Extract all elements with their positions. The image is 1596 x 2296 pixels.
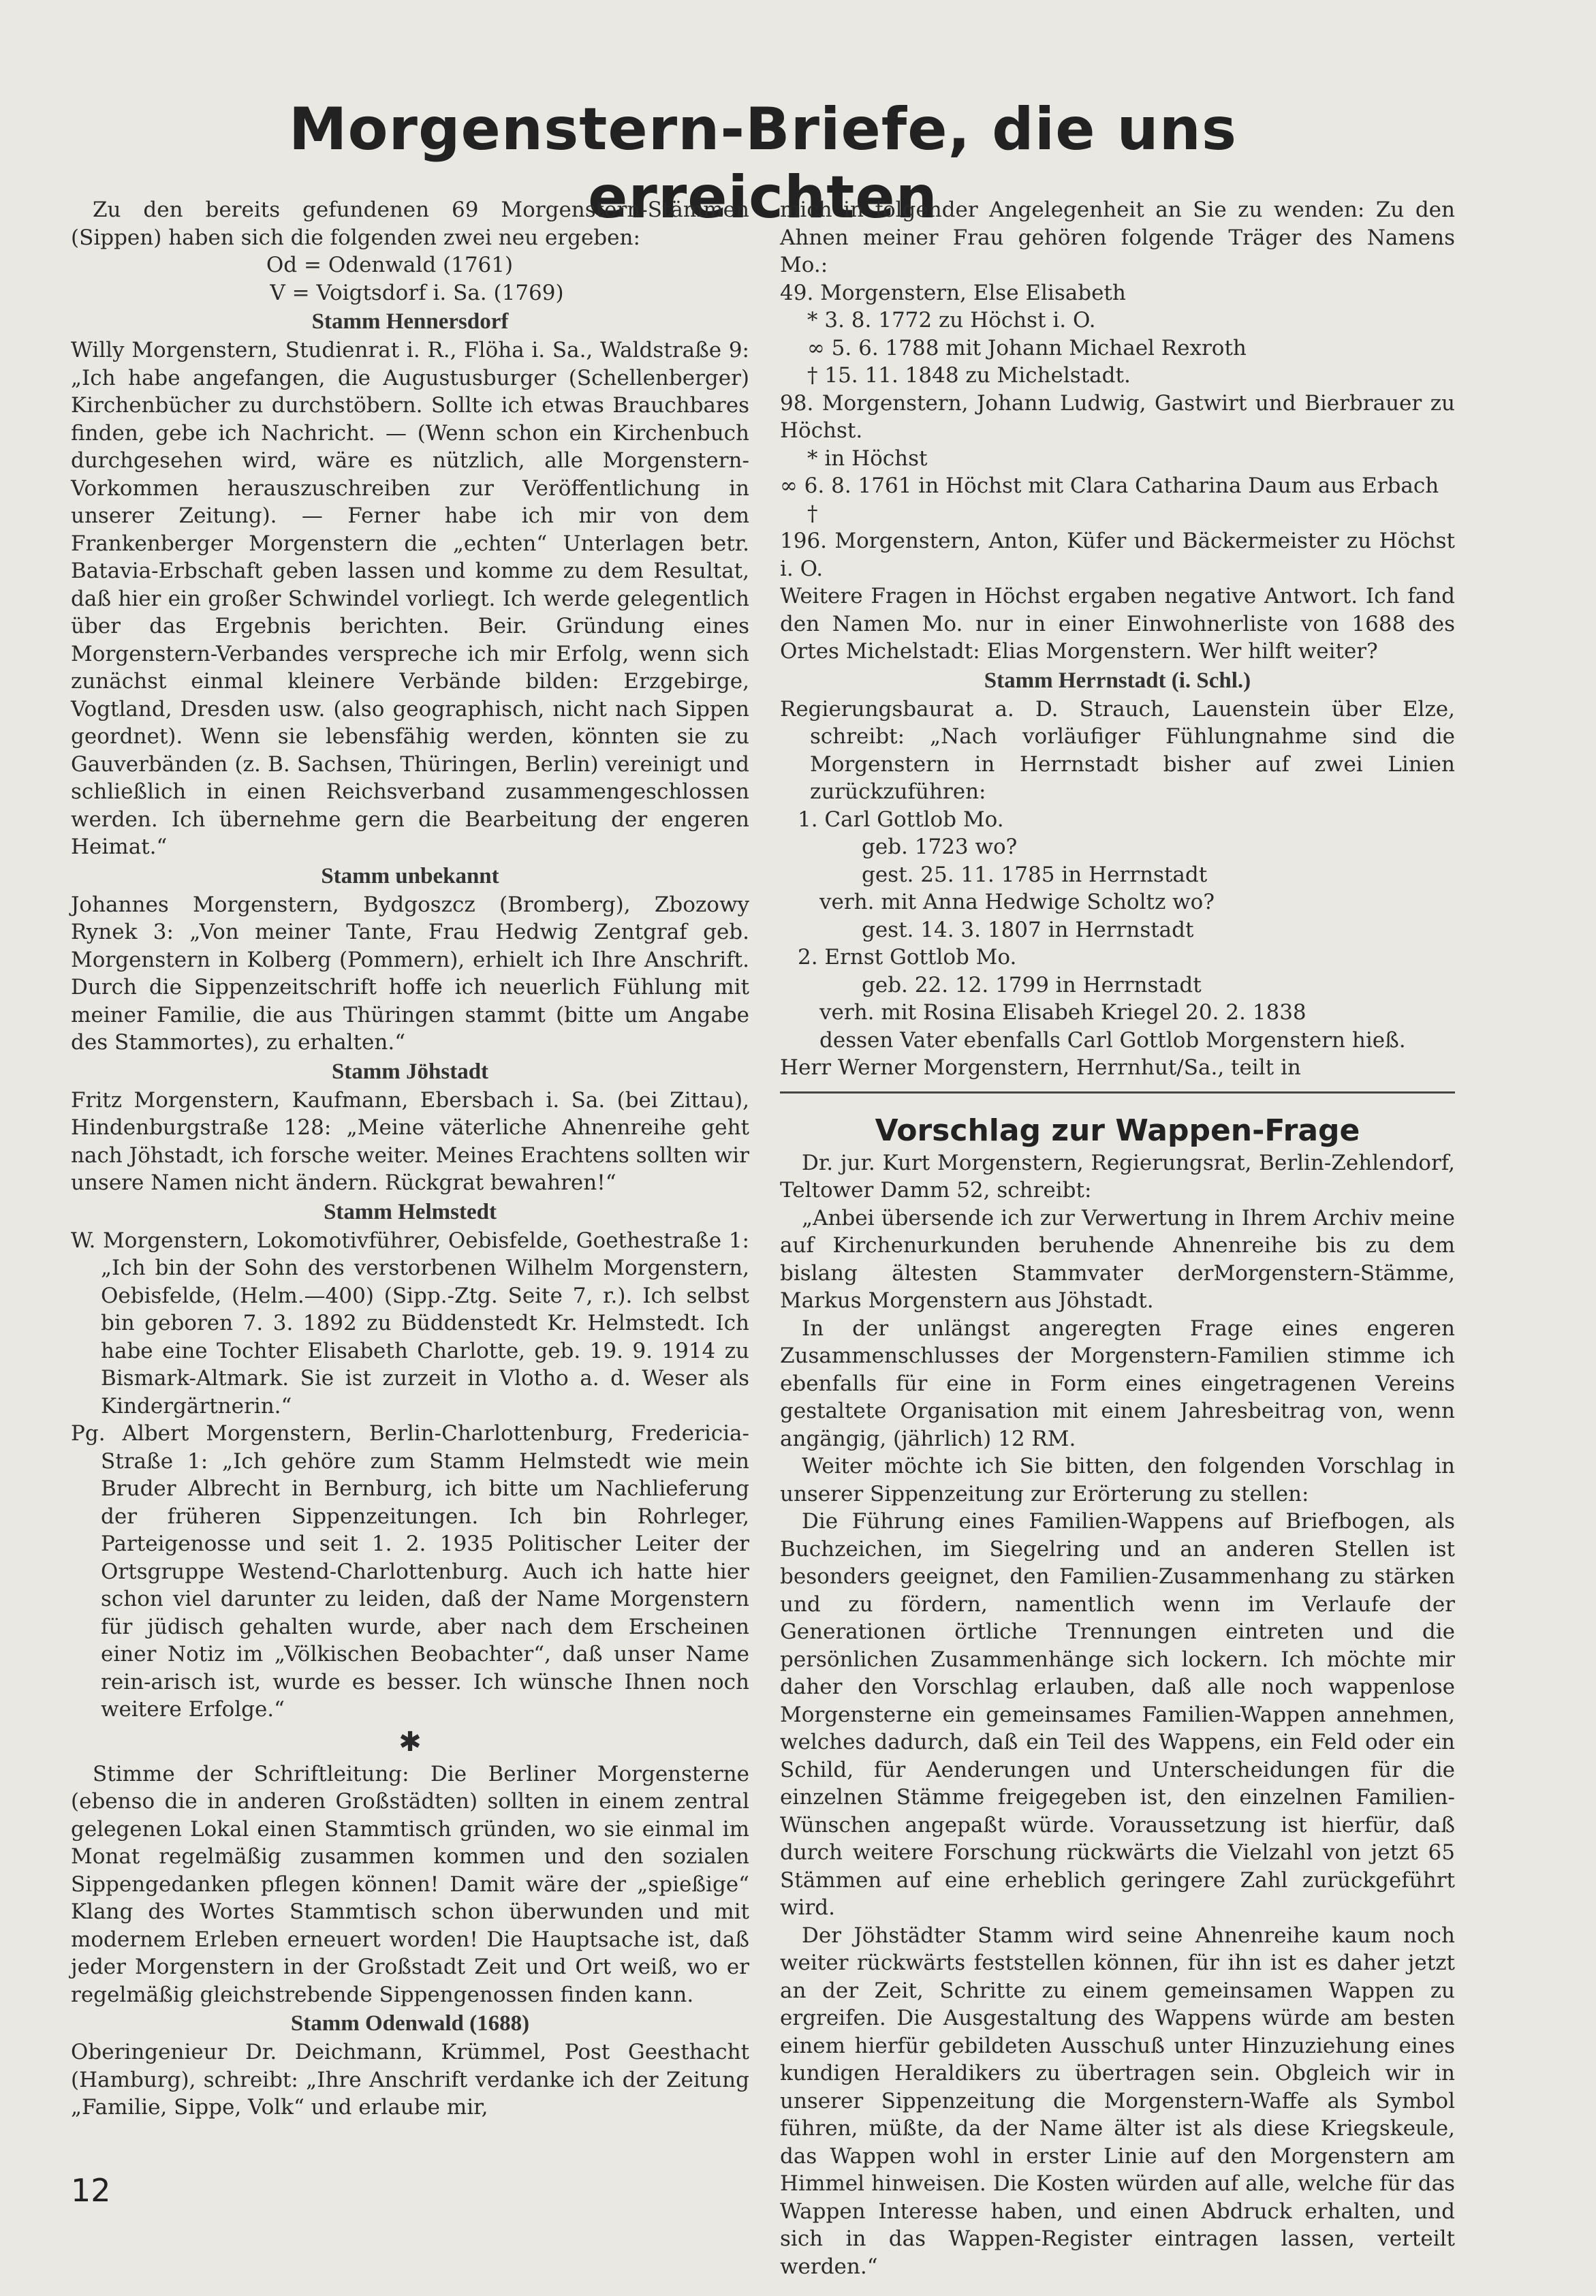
- lineage-line: 1. Carl Gottlob Mo.: [798, 807, 1004, 832]
- lineage-line: geb. 22. 12. 1799 in Herrnstadt: [862, 972, 1202, 997]
- genealogy-entry: * 3. 8. 1772 zu Höchst i. O.: [807, 308, 1096, 332]
- letter-odenwald-continued: mich in folgender Angelegenheit an Sie zu wenden: Zu den Ahnen meiner Frau gehören folgende Träger des Namens Mo.:: [780, 198, 1455, 277]
- lineage-line: 2. Ernst Gottlob Mo.: [798, 945, 1017, 969]
- genealogy-entry: ∞ 6. 8. 1761 in Höchst mit Clara Catharina Daum aus Erbach: [780, 474, 1439, 498]
- letter-helmstedt-2: Pg. Albert Morgenstern, Berlin-Charlottenburg, Fredericia-Straße 1: „Ich gehöre zum Stamm Helmstedt wie mein Bruder Albrecht in Bernburg, ich bitte um Nachlieferung der früheren Sippenzeitungen. Ich bin Rohrleger, Parteigenosse und seit 1. 2. 1935 Politischer Leiter der Ortsgruppe Westend-Charlottenburg. Auch ich hatte hier schon viel darunter zu leiden, daß der Name Morgenstern für jüdisch gehalten wurde, aber nach dem Erscheinen einer Notiz im „Völkischen Beobachter“, daß unser Name rein-arisch ist, wurde es besser. Ich wünsche Ihnen noch weitere Erfolge.“: [71, 1421, 749, 1722]
- genealogy-entry: †: [807, 501, 818, 526]
- abbrev-od: Od = Odenwald (1761): [266, 253, 514, 277]
- lineage-line: dessen Vater ebenfalls Carl Gottlob Morgenstern hieß.: [819, 1027, 1406, 1053]
- left-column: [71, 196, 749, 2122]
- right-column: [780, 196, 1455, 2280]
- heading-odenwald: Stamm Odenwald (1688): [290, 2011, 530, 2036]
- lineage-line: verh. mit Rosina Elisabeh Kriegel 20. 2. 1838: [819, 1000, 1306, 1025]
- wappen-paragraph: Die Führung eines Familien-Wappens auf Briefbogen, als Buchzeichen, im Siegelring und an anderen Stellen ist besonders geeignet, den Familien-Zusammenhang zu stärken und zu fördern, namentlich wenn im Verlaufe der Generationen örtliche Trennungen eintreten und die persönlichen Zusammenhänge sich lockern. Ich möchte mir daher den Vorschlag erlauben, daß alle noch wappenlose Morgensterne ein gemeinsames Familien-Wappen annehmen, welches dadurch, daß ein Teil des Wappens, ein Feld oder ein Schild, für Aenderungen und Unterscheidungen für die einzelnen Stämme freigegeben ist, den einzelnen Familien-Wünschen angepaßt würde. Voraussetzung ist hierfür, daß durch weitere Forschung rückwärts die Vielzahl von jetzt 65 Stämmen auf eine erheblich geringere Zahl zurückgeführt wird.: [780, 1509, 1455, 1920]
- heading-wappen: Vorschlag zur Wappen-Frage: [875, 1113, 1360, 1148]
- heading-hennersdorf: Stamm Hennersdorf: [311, 309, 509, 334]
- section-divider: [780, 1091, 1455, 1093]
- genealogy-entry: 49. Morgenstern, Else Elisabeth: [780, 280, 1126, 305]
- wappen-paragraph: Weiter möchte ich Sie bitten, den folgenden Vorschlag in unserer Sippenzeitung zur Erörterung zu stellen:: [780, 1454, 1455, 1506]
- wappen-paragraph: „Anbei übersende ich zur Verwertung in Ihrem Archiv meine auf Kirchenurkunden beruhende Ahnenreihe bis zu dem bislang ältesten Stammvater derMorgenstern-Stämme, Markus Morgenstern aus Jöhstadt.: [780, 1205, 1455, 1313]
- heading-unbekannt: Stamm unbekannt: [321, 863, 499, 888]
- letter-odenwald: Oberingenieur Dr. Deichmann, Krümmel, Post Geesthacht (Hamburg), schreibt: „Ihre Anschrift verdanke ich der Zeitung „Familie, Sippe, Volk“ und erlaube mir,: [71, 2040, 749, 2120]
- genealogy-entry: * in Höchst: [807, 446, 928, 471]
- genealogy-entry: ∞ 5. 6. 1788 mit Johann Michael Rexroth: [807, 335, 1247, 360]
- abbrev-v: V = Voigtsdorf i. Sa. (1769): [270, 280, 564, 305]
- genealogy-entry: 196. Morgenstern, Anton, Küfer und Bäckermeister zu Höchst i. O.: [780, 529, 1455, 581]
- heading-joehstadt: Stamm Jöhstadt: [331, 1059, 489, 1084]
- genealogy-entry: 98. Morgenstern, Johann Ludwig, Gastwirt und Bierbrauer zu Höchst.: [780, 390, 1455, 443]
- lineage-line: gest. 25. 11. 1785 in Herrnstadt: [862, 862, 1208, 887]
- lineage-line: verh. mit Anna Hedwige Scholtz wo?: [819, 890, 1215, 914]
- lineage-line: gest. 14. 3. 1807 in Herrnstadt: [862, 917, 1194, 942]
- genealogy-entry: † 15. 11. 1848 zu Michelstadt.: [807, 363, 1131, 388]
- page-number: 12: [71, 2172, 111, 2209]
- letter-herrnstadt: Regierungsbaurat a. D. Strauch, Lauenstein über Elze, schreibt: „Nach vorläufiger Fühlungnahme sind die Morgenstern in Herrnstadt bisher auf zwei Linien zurückzuführen:: [780, 696, 1455, 804]
- heading-helmstedt: Stamm Helmstedt: [324, 1199, 497, 1224]
- lineage-line: geb. 1723 wo?: [862, 835, 1018, 859]
- section-star-divider: ✱: [398, 1726, 422, 1758]
- letter-joehstadt: Fritz Morgenstern, Kaufmann, Ebersbach i. Sa. (bei Zittau), Hindenburgstraße 128: „Meine väterliche Ahnenreihe geht nach Jöhstadt, ich forsche weiter. Meines Erachtens sollten wir unsere Namen nicht ändern. Rückgrat bewahren!“: [71, 1087, 749, 1195]
- article-title: Morgenstern-Briefe, die uns erreichten: [288, 95, 1238, 232]
- lineage-line: Herr Werner Morgenstern, Herrnhut/Sa., teilt in: [780, 1055, 1301, 1080]
- letter-unbekannt: Johannes Morgenstern, Bydgoszcz (Bromberg), Zbozowy Rynek 3: „Von meiner Tante, Frau Hedwig Zentgraf geb. Morgenstern in Kolberg (Pommern), erhielt ich Ihre Anschrift. Durch die Sippenzeitschrift hoffe ich neuerlich Fühlung mit meiner Familie, die aus Thüringen stammt (bitte um Angabe des Stammortes), zu erhalten.“: [71, 892, 749, 1055]
- wappen-paragraph: Der Jöhstädter Stamm wird seine Ahnenreihe kaum noch weiter rückwärts feststellen können, für ihn ist es daher jetzt an der Zeit, Schritte zu einem gemeinsamen Wappen zu ergreifen. Die Ausgestaltung des Wappens würde am besten einem hierfür gebildeten Ausschuß unter Hinzuziehung eines kundigen Heraldikers zu übertragen sein. Obgleich wir in unserer Sippenzeitung die Morgenstern-Waffe als Symbol führen, müßte, da der Name älter ist als diese Kriegskeule, das Wappen wohl in erster Linie auf den Morgenstern am Himmel hinweisen. Die Kosten würden auf alle, welche für das Wappen Interesse haben, und einen Abdruck erhalten, und sich in das Wappen-Register eintragen lassen, verteilt werden.“: [780, 1923, 1455, 2279]
- intro-paragraph: Zu den bereits gefundenen 69 Morgenstern-Stämmen (Sippen) haben sich die folgenden zwei neu ergeben:: [71, 198, 749, 250]
- editorial-note: Stimme der Schriftleitung: Die Berliner Morgensterne (ebenso die in anderen Großstädten) sollten in einem zentral gelegenen Lokal einen Stammtisch gründen, wo sie einmal im Monat regelmäßig zusammen kommen und den sozialen Sippengedanken pflegen können! Damit wäre der „spießige“ Klang des Wortes Stammtisch schon überwunden und mit modernem Erleben erneuert worden! Die Hauptsache ist, daß jeder Morgenstern in der Großstadt Zeit und Ort weiß, wo er regelmäßig gleichstrebende Sippengenossen finden kann.: [71, 1761, 749, 2007]
- letter-hennersdorf: Willy Morgenstern, Studienrat i. R., Flöha i. Sa., Waldstraße 9: „Ich habe angefangen, die Augustusburger (Schellenberger) Kirchenbücher zu durchstöbern. Sollte ich etwas Brauchbares finden, gebe ich Nachricht. — (Wenn schon ein Kirchenbuch durchgesehen wird, wäre es nützlich, alle Morgenstern-Vorkommen herauszuschreiben zur Veröffentlichung in unserer Zeitung). — Ferner habe ich mir von dem Frankenberger Morgenstern die „echten“ Unterlagen betr. Batavia-Erbschaft geben lassen und komme zu dem Resultat, daß hier ein großer Schwindel vorliegt. Ich werde gelegentlich über das Ergebnis berichten. Beir. Gründung eines Morgenstern-Verbandes verspreche ich mir Erfolg, wenn sich zunächst einmal kleinere Verbände bilden: Erzgebirge, Vogtland, Dresden usw. (also geographisch, nicht nach Sippen geordnet). Wenn sie lebensfähig werden, könnten sie zu Gauverbänden (z. B. Sachsen, Thüringen, Berlin) vereinigt und schließlich in einen Reichsverband zusammengeschlossen werden. Ich übernehme gern die Bearbeitung der engeren Heimat.“: [71, 338, 749, 859]
- heading-herrnstadt: Stamm Herrnstadt (i. Schl.): [984, 668, 1251, 693]
- letter-helmstedt-1: W. Morgenstern, Lokomotivführer, Oebisfelde, Goethestraße 1: „Ich bin der Sohn des verstorbenen Wilhelm Morgenstern, Oebisfelde, (Helm.—400) (Sipp.-Ztg. Seite 7, r.). Ich selbst bin geboren 7. 3. 1892 zu Büddenstedt Kr. Helmstedt. Ich habe eine Tochter Elisabeth Charlotte, geb. 19. 9. 1914 zu Bismark-Altmark. Sie ist zurzeit in Vlotho a. d. Weser als Kindergärtnerin.“: [71, 1228, 749, 1418]
- further-questions: Weitere Fragen in Höchst ergaben negative Antwort. Ich fand den Namen Mo. nur in einer Einwohnerliste von 1688 des Ortes Michelstadt: Elias Morgenstern. Wer hilft weiter?: [780, 584, 1455, 664]
- wappen-paragraph: In der unlängst angeregten Frage eines engeren Zusammenschlusses der Morgenstern-Familien stimme ich ebenfalls für eine in Form eines eingetragenen Vereins gestaltete Organisation mit einem Jahresbeitrag von, wenn angängig, (jährlich) 12 RM.: [780, 1316, 1455, 1451]
- wappen-intro: Dr. jur. Kurt Morgenstern, Regierungsrat, Berlin-Zehlendorf, Teltower Damm 52, schreibt:: [780, 1150, 1455, 1203]
